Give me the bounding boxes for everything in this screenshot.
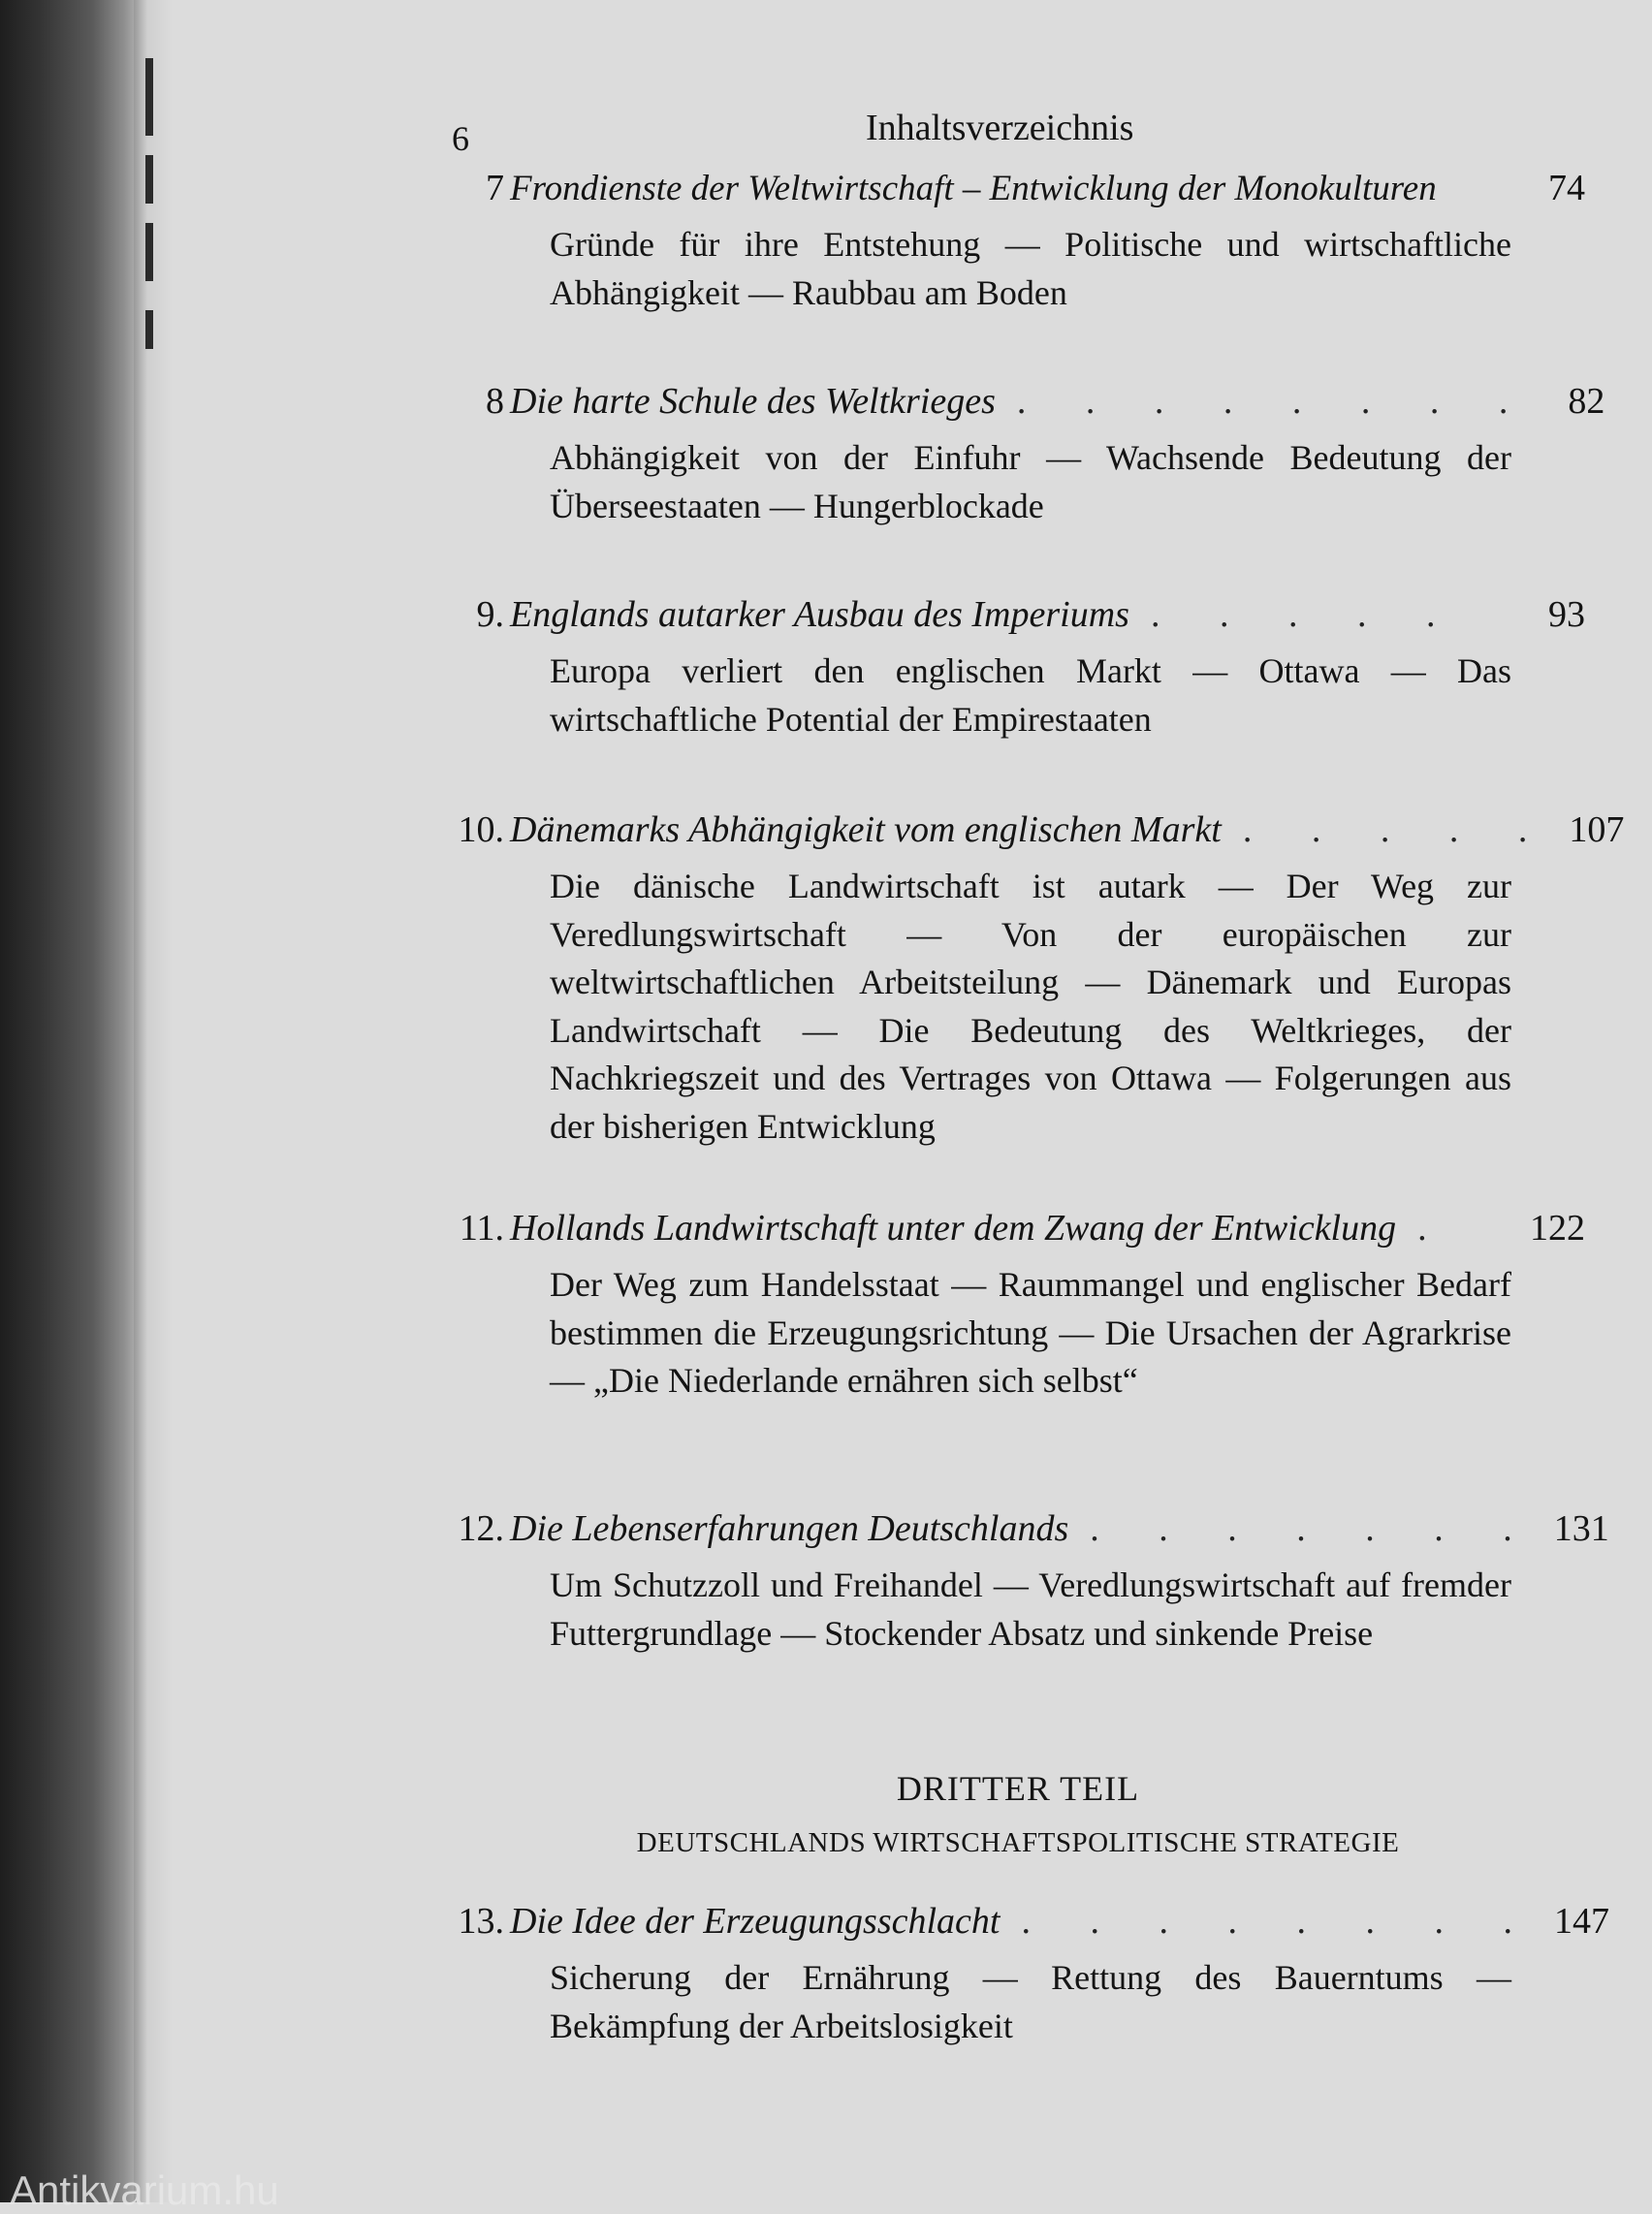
running-title: Inhaltsverzeichnis bbox=[866, 108, 1134, 148]
toc-entry-heading bbox=[446, 1900, 1609, 1943]
chapter-title: Hollands Landwirtschaft unter dem Zwang der Entwicklung bbox=[510, 1208, 1397, 1249]
toc-entry-heading bbox=[446, 380, 1605, 423]
toc-entry-heading bbox=[446, 167, 1585, 209]
toc-entry bbox=[446, 593, 1585, 743]
page-number: 6 bbox=[452, 119, 469, 158]
part-title: DRITTER TEIL bbox=[896, 1769, 1140, 1808]
chapter-number: 8 bbox=[486, 381, 504, 422]
chapter-number: 7 bbox=[486, 168, 504, 208]
chapter-number: 11. bbox=[459, 1208, 504, 1249]
chapter-summary: Der Weg zum Handelsstaat — Raummangel und englischer Bedarf bestimmen die Erzeugungsrichtung — Die Ursachen der Agrarkrise — „Die Niederlande ernähren sich selbst“ bbox=[550, 1265, 1511, 1400]
chapter-summary: Gründe für ihre Entstehung — Politische und wirtschaftliche Abhängigkeit — Raubbau am Boden bbox=[550, 225, 1511, 312]
chapter-page: 147 bbox=[1554, 1901, 1609, 1942]
toc-entry bbox=[446, 1507, 1609, 1658]
leader-dots: . bbox=[1417, 1208, 1452, 1249]
chapter-number: 12. bbox=[458, 1508, 504, 1549]
chapter-number: 10. bbox=[458, 809, 504, 850]
toc-entry bbox=[446, 1207, 1585, 1406]
chapter-title: Dänemarks Abhängigkeit vom englischen Markt bbox=[510, 809, 1222, 850]
leader-dots: . . . . . bbox=[1150, 594, 1461, 635]
leader-dots: . . . . . bbox=[1242, 809, 1553, 850]
chapter-summary: Europa verliert den englischen Markt — Ottawa — Das wirtschaftliche Potential der Empirestaaten bbox=[550, 651, 1511, 739]
chapter-number: 13. bbox=[458, 1901, 504, 1942]
chapter-page: 131 bbox=[1553, 1508, 1609, 1549]
toc-entry bbox=[446, 167, 1585, 317]
chapter-summary: Abhängigkeit von der Einfuhr — Wachsende Bedeutung der Überseestaaten — Hungerblockade bbox=[550, 438, 1511, 525]
chapter-title: Die harte Schule des Weltkrieges bbox=[510, 381, 996, 422]
chapter-title: Englands autarker Ausbau des Imperiums bbox=[510, 594, 1129, 635]
chapter-title: Die Idee der Erzeugungsschlacht bbox=[510, 1901, 1001, 1942]
part-subtitle: DEUTSCHLANDS WIRTSCHAFTSPOLITISCHE STRATEGIE bbox=[636, 1827, 1400, 1858]
chapter-title: Frondienste der Weltwirtschaft – Entwicklung der Monokulturen bbox=[510, 169, 1437, 208]
chapter-summary: Sicherung der Ernährung — Rettung des Bauerntums — Bekämpfung der Arbeitslosigkeit bbox=[550, 1958, 1511, 2045]
chapter-page: 93 bbox=[1548, 594, 1585, 635]
toc-entry bbox=[446, 1900, 1609, 2050]
chapter-page: 107 bbox=[1569, 809, 1625, 850]
leader-dots: . . . . . . . bbox=[1090, 1508, 1538, 1549]
watermark: Antikvarium.hu bbox=[10, 2167, 279, 2213]
chapter-page: 122 bbox=[1530, 1208, 1585, 1249]
chapter-summary: Um Schutzzoll und Freihandel — Veredlungswirtschaft auf fremder Futtergrundlage — Stockender Absatz und sinkende Preise bbox=[550, 1566, 1511, 1653]
chapter-number: 9. bbox=[476, 594, 504, 635]
chapter-title: Die Lebenserfahrungen Deutschlands bbox=[510, 1508, 1069, 1549]
chapter-summary: Die dänische Landwirtschaft ist autark — Der Weg zur Veredlungswirtschaft — Von der europäischen zur weltwirtschaftlichen Arbeitsteilung — Dänemark und Europas Landwirtschaft — Die Bedeutung des Weltkrieges, der Nachkriegszeit und des Vertrages von Ottawa — Folgerungen aus der bisherigen Entwicklung bbox=[550, 867, 1511, 1146]
toc-entry-heading bbox=[446, 593, 1585, 636]
chapter-page: 74 bbox=[1548, 168, 1585, 208]
toc-entry-heading bbox=[446, 808, 1625, 851]
leader-dots: . . . . . . . . bbox=[1021, 1901, 1538, 1942]
toc-entry-heading bbox=[446, 1207, 1585, 1249]
toc-entry bbox=[446, 380, 1605, 530]
leader-dots: . . . . . . . . bbox=[1016, 381, 1534, 422]
toc-entry-heading bbox=[446, 1507, 1609, 1550]
chapter-page: 82 bbox=[1568, 381, 1605, 422]
toc-entry bbox=[446, 808, 1625, 1151]
